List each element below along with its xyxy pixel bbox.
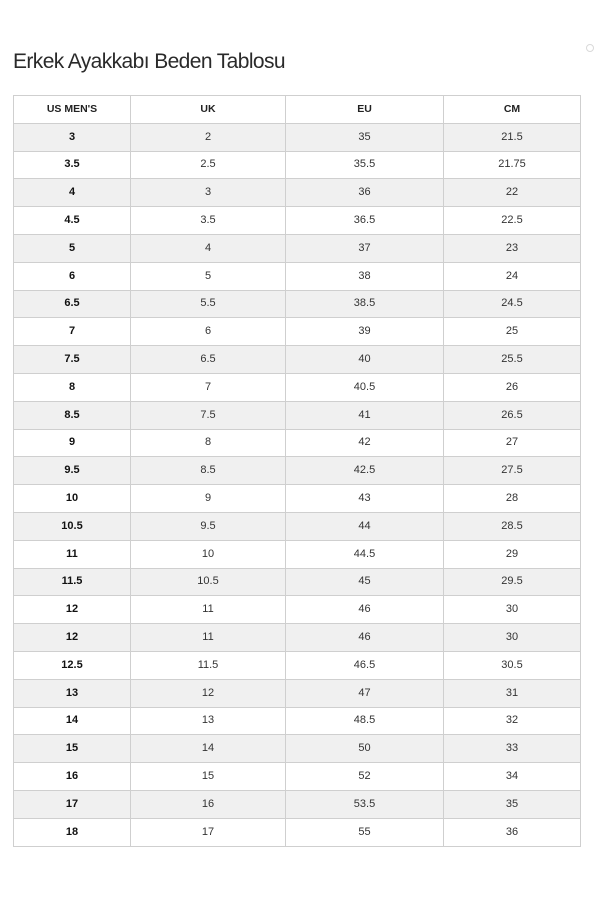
cm-cell: 22.5 bbox=[444, 207, 581, 235]
eu-cell: 35 bbox=[286, 123, 444, 151]
uk-cell: 10.5 bbox=[131, 568, 286, 596]
eu-cell: 35.5 bbox=[286, 151, 444, 179]
table-row bbox=[14, 596, 581, 624]
uk-cell: 5 bbox=[131, 262, 286, 290]
table-row bbox=[14, 207, 581, 235]
cm-cell: 27 bbox=[444, 429, 581, 457]
eu-cell: 38.5 bbox=[286, 290, 444, 318]
us-mens-cell: 12.5 bbox=[14, 651, 131, 679]
us-mens-cell: 10.5 bbox=[14, 512, 131, 540]
cm-cell: 28.5 bbox=[444, 512, 581, 540]
cm-cell: 30 bbox=[444, 596, 581, 624]
eu-cell: 42 bbox=[286, 429, 444, 457]
uk-cell: 2 bbox=[131, 123, 286, 151]
us-mens-cell: 12 bbox=[14, 624, 131, 652]
table-row bbox=[14, 624, 581, 652]
us-mens-cell: 10 bbox=[14, 485, 131, 513]
eu-cell: 42.5 bbox=[286, 457, 444, 485]
uk-cell: 7 bbox=[131, 373, 286, 401]
table-row bbox=[14, 763, 581, 791]
cm-cell: 25.5 bbox=[444, 346, 581, 374]
table-row bbox=[14, 540, 581, 568]
column-header-eu: EU bbox=[286, 96, 444, 124]
us-mens-cell: 13 bbox=[14, 679, 131, 707]
uk-cell: 6.5 bbox=[131, 346, 286, 374]
table-row bbox=[14, 735, 581, 763]
eu-cell: 44 bbox=[286, 512, 444, 540]
table-row bbox=[14, 485, 581, 513]
eu-cell: 40 bbox=[286, 346, 444, 374]
table-row bbox=[14, 707, 581, 735]
cm-cell: 24 bbox=[444, 262, 581, 290]
us-mens-cell: 4.5 bbox=[14, 207, 131, 235]
uk-cell: 11 bbox=[131, 596, 286, 624]
us-mens-cell: 12 bbox=[14, 596, 131, 624]
eu-cell: 43 bbox=[286, 485, 444, 513]
uk-cell: 7.5 bbox=[131, 401, 286, 429]
eu-cell: 52 bbox=[286, 763, 444, 791]
table-row bbox=[14, 568, 581, 596]
uk-cell: 3.5 bbox=[131, 207, 286, 235]
eu-cell: 45 bbox=[286, 568, 444, 596]
eu-cell: 53.5 bbox=[286, 790, 444, 818]
cm-cell: 34 bbox=[444, 763, 581, 791]
eu-cell: 50 bbox=[286, 735, 444, 763]
cm-cell: 21.5 bbox=[444, 123, 581, 151]
us-mens-cell: 3.5 bbox=[14, 151, 131, 179]
us-mens-cell: 4 bbox=[14, 179, 131, 207]
uk-cell: 15 bbox=[131, 763, 286, 791]
table-row bbox=[14, 818, 581, 846]
table-row bbox=[14, 262, 581, 290]
uk-cell: 17 bbox=[131, 818, 286, 846]
column-header-cm: CM bbox=[444, 96, 581, 124]
eu-cell: 55 bbox=[286, 818, 444, 846]
cm-cell: 29 bbox=[444, 540, 581, 568]
us-mens-cell: 8 bbox=[14, 373, 131, 401]
cm-cell: 30.5 bbox=[444, 651, 581, 679]
uk-cell: 9 bbox=[131, 485, 286, 513]
eu-cell: 36 bbox=[286, 179, 444, 207]
eu-cell: 48.5 bbox=[286, 707, 444, 735]
cm-cell: 33 bbox=[444, 735, 581, 763]
eu-cell: 38 bbox=[286, 262, 444, 290]
us-mens-cell: 7 bbox=[14, 318, 131, 346]
column-header-uk: UK bbox=[131, 96, 286, 124]
table-row bbox=[14, 457, 581, 485]
cm-cell: 23 bbox=[444, 234, 581, 262]
table-row bbox=[14, 790, 581, 818]
uk-cell: 6 bbox=[131, 318, 286, 346]
us-mens-cell: 9.5 bbox=[14, 457, 131, 485]
uk-cell: 11.5 bbox=[131, 651, 286, 679]
uk-cell: 16 bbox=[131, 790, 286, 818]
uk-cell: 11 bbox=[131, 624, 286, 652]
cm-cell: 29.5 bbox=[444, 568, 581, 596]
corner-circle-mark bbox=[586, 44, 594, 52]
table-row bbox=[14, 179, 581, 207]
table-row bbox=[14, 651, 581, 679]
table-row bbox=[14, 401, 581, 429]
us-mens-cell: 9 bbox=[14, 429, 131, 457]
us-mens-cell: 7.5 bbox=[14, 346, 131, 374]
table-header-row bbox=[14, 96, 581, 124]
cm-cell: 24.5 bbox=[444, 290, 581, 318]
us-mens-cell: 14 bbox=[14, 707, 131, 735]
eu-cell: 40.5 bbox=[286, 373, 444, 401]
eu-cell: 46 bbox=[286, 596, 444, 624]
cm-cell: 28 bbox=[444, 485, 581, 513]
table-row bbox=[14, 234, 581, 262]
uk-cell: 5.5 bbox=[131, 290, 286, 318]
us-mens-cell: 6.5 bbox=[14, 290, 131, 318]
uk-cell: 8.5 bbox=[131, 457, 286, 485]
uk-cell: 9.5 bbox=[131, 512, 286, 540]
eu-cell: 41 bbox=[286, 401, 444, 429]
cm-cell: 35 bbox=[444, 790, 581, 818]
cm-cell: 21.75 bbox=[444, 151, 581, 179]
cm-cell: 32 bbox=[444, 707, 581, 735]
table-row bbox=[14, 512, 581, 540]
uk-cell: 2.5 bbox=[131, 151, 286, 179]
table-row bbox=[14, 429, 581, 457]
size-chart-table bbox=[13, 95, 581, 847]
eu-cell: 47 bbox=[286, 679, 444, 707]
page-title: Erkek Ayakkabı Beden Tablosu bbox=[13, 50, 285, 73]
us-mens-cell: 11.5 bbox=[14, 568, 131, 596]
table-row bbox=[14, 373, 581, 401]
table-row bbox=[14, 679, 581, 707]
table-body bbox=[14, 123, 581, 846]
eu-cell: 37 bbox=[286, 234, 444, 262]
table-row bbox=[14, 346, 581, 374]
us-mens-cell: 18 bbox=[14, 818, 131, 846]
us-mens-cell: 16 bbox=[14, 763, 131, 791]
cm-cell: 36 bbox=[444, 818, 581, 846]
eu-cell: 44.5 bbox=[286, 540, 444, 568]
us-mens-cell: 11 bbox=[14, 540, 131, 568]
us-mens-cell: 8.5 bbox=[14, 401, 131, 429]
cm-cell: 27.5 bbox=[444, 457, 581, 485]
eu-cell: 46.5 bbox=[286, 651, 444, 679]
table-row bbox=[14, 318, 581, 346]
table-row bbox=[14, 290, 581, 318]
us-mens-cell: 17 bbox=[14, 790, 131, 818]
table-row bbox=[14, 151, 581, 179]
table-row bbox=[14, 123, 581, 151]
cm-cell: 30 bbox=[444, 624, 581, 652]
cm-cell: 26.5 bbox=[444, 401, 581, 429]
uk-cell: 10 bbox=[131, 540, 286, 568]
us-mens-cell: 3 bbox=[14, 123, 131, 151]
cm-cell: 25 bbox=[444, 318, 581, 346]
cm-cell: 22 bbox=[444, 179, 581, 207]
us-mens-cell: 5 bbox=[14, 234, 131, 262]
eu-cell: 46 bbox=[286, 624, 444, 652]
column-header-us-mens: US MEN'S bbox=[14, 96, 131, 124]
eu-cell: 36.5 bbox=[286, 207, 444, 235]
uk-cell: 8 bbox=[131, 429, 286, 457]
uk-cell: 14 bbox=[131, 735, 286, 763]
cm-cell: 26 bbox=[444, 373, 581, 401]
uk-cell: 12 bbox=[131, 679, 286, 707]
uk-cell: 13 bbox=[131, 707, 286, 735]
cm-cell: 31 bbox=[444, 679, 581, 707]
eu-cell: 39 bbox=[286, 318, 444, 346]
uk-cell: 4 bbox=[131, 234, 286, 262]
uk-cell: 3 bbox=[131, 179, 286, 207]
us-mens-cell: 6 bbox=[14, 262, 131, 290]
us-mens-cell: 15 bbox=[14, 735, 131, 763]
